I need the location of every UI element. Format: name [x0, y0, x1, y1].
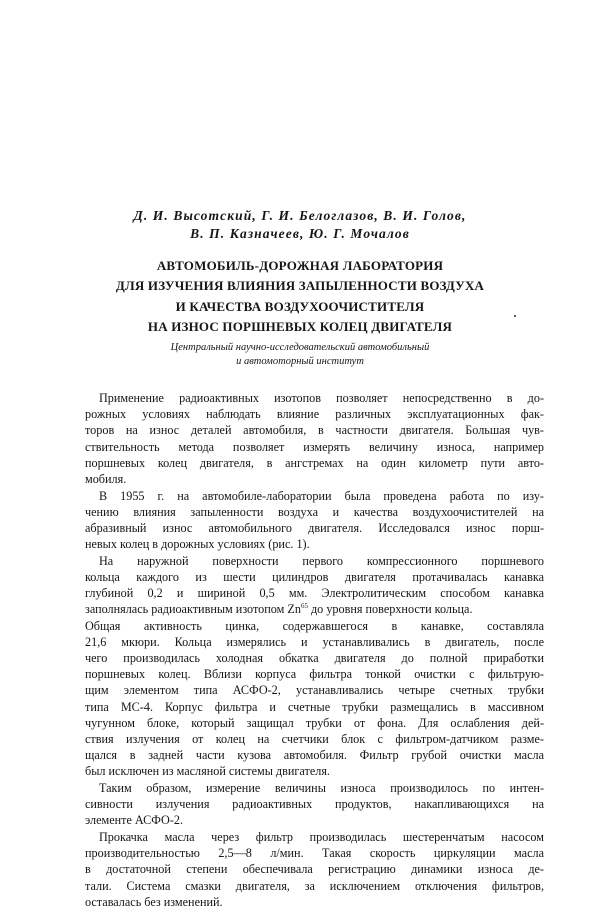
body-line: глубиной 0,2 и шириной 0,5 мм. Электролитическим способом канавка: [85, 586, 544, 601]
body-line: абразивный износ автомобильного двигателя. Исследовался износ порш-: [85, 521, 544, 535]
body-line: На наружной поверхности первого компрессионного поршневого: [99, 553, 544, 568]
body-line: Прокачка масла через фильтр производилась шестеренчатым насосом: [99, 830, 544, 845]
title-line: НА ИЗНОС ПОРШНЕВЫХ КОЛЕЦ ДВИГАТЕЛЯ: [147, 318, 453, 334]
body-line: производительностью 2,5—8 л/мин. Такая скорость циркуляции масла: [85, 846, 544, 861]
body-line: торов на износ деталей автомобиля, в частности двигателя. Большая чув-: [85, 423, 544, 438]
title-line: И КАЧЕСТВА ВОЗДУХООЧИСТИТЕЛЯ: [175, 298, 425, 314]
authors-line-1: Д. И. Высотский, Г. И. Белоглазов, В. И. Голов,: [133, 208, 467, 223]
title-line: ДЛЯ ИЗУЧЕНИЯ ВЛИЯНИЯ ЗАПЫЛЕННОСТИ ВОЗДУХА: [115, 278, 485, 294]
body-line: поршневых колец двигателя, в ангстремах на один километр пути авто-: [85, 455, 544, 470]
affiliation-line-1: Центральный научно-исследовательский автомобильный: [170, 342, 430, 353]
body-line: ствия излучения от колец на счетчики блок с фильтром-датчиком разме-: [85, 731, 544, 746]
body-line: оставалась без изменений.: [85, 894, 223, 909]
body-line: ствительность метода позволяет измерять величину износа, например: [85, 439, 544, 454]
institution-affiliation: [100, 341, 500, 368]
body-line: элементе АСФО-2.: [85, 813, 184, 828]
body-line: чугунном блоке, который защищал трубки от фона. Для ослабления дей-: [85, 715, 544, 730]
body-line: поршневых колец. Вблизи корпуса фильтра тонкой очистки с фильтрую-: [85, 667, 544, 682]
body-line: сивности излучения радиоактивных продуктов, накапливающихся на: [85, 797, 544, 812]
body-line: Таким образом, измерение величины износа производилось по интен-: [99, 781, 544, 795]
body-line: [85, 601, 544, 617]
article-body: [85, 390, 544, 910]
article-title: [60, 256, 540, 337]
body-line: Общая активность цинка, содержавшегося в канавке, составляла: [85, 618, 544, 633]
stray-dot-mark: [514, 315, 516, 317]
body-line: чению влияния запыленности воздуха и качества воздухоочистителей на: [85, 504, 544, 519]
body-line: чего производилась холодная обкатка двигателя до полной приработки: [85, 651, 544, 665]
body-line: тали. Система смазки двигателя, за исключением отключения фильтров,: [85, 878, 544, 893]
affiliation-line-2: и автомоторный институт: [236, 355, 364, 367]
body-line: мобиля.: [85, 471, 127, 486]
body-text: до уровня поверхности кольца.: [307, 602, 473, 617]
body-line: невых колец в дорожных условиях (рис. 1).: [85, 537, 310, 552]
body-line: В 1955 г. на автомобиле-лаборатории была проведена работа по изу-: [99, 488, 544, 503]
body-line: в достаточной степени обеспечивала регистрацию динамики износа де-: [85, 862, 544, 877]
authors-line-2: В. П. Казначеев, Ю. Г. Мочалов: [190, 226, 410, 241]
body-line: Применение радиоактивных изотопов позволяет непосредственно в до-: [99, 391, 544, 405]
body-line: кольца каждого из шести цилиндров двигателя протачивалась канавка: [85, 570, 544, 585]
body-line: 21,6 мкюри. Кольца измерялись и устанавливались в двигатель, после: [85, 634, 544, 649]
body-line: щался в задней части кузова автомобиля. Фильтр грубой очистки масла: [85, 748, 544, 763]
body-line: рожных условиях наблюдать влияние различных эксплуатационных фак-: [85, 407, 544, 422]
title-line: АВТОМОБИЛЬ-ДОРОЖНАЯ ЛАБОРАТОРИЯ: [156, 258, 444, 273]
body-text: заполнялась радиоактивным изотопом Zn: [85, 602, 301, 617]
body-line: был исключен из масляной системы двигателя.: [85, 764, 330, 779]
body-line: щим элементом типа АСФО-2, устанавливались четыре счетных трубки: [85, 683, 544, 698]
isotope-superscript: 65: [300, 602, 308, 611]
body-line: типа МС-4. Корпус фильтра и счетные трубки размещались в массивном: [85, 699, 544, 714]
